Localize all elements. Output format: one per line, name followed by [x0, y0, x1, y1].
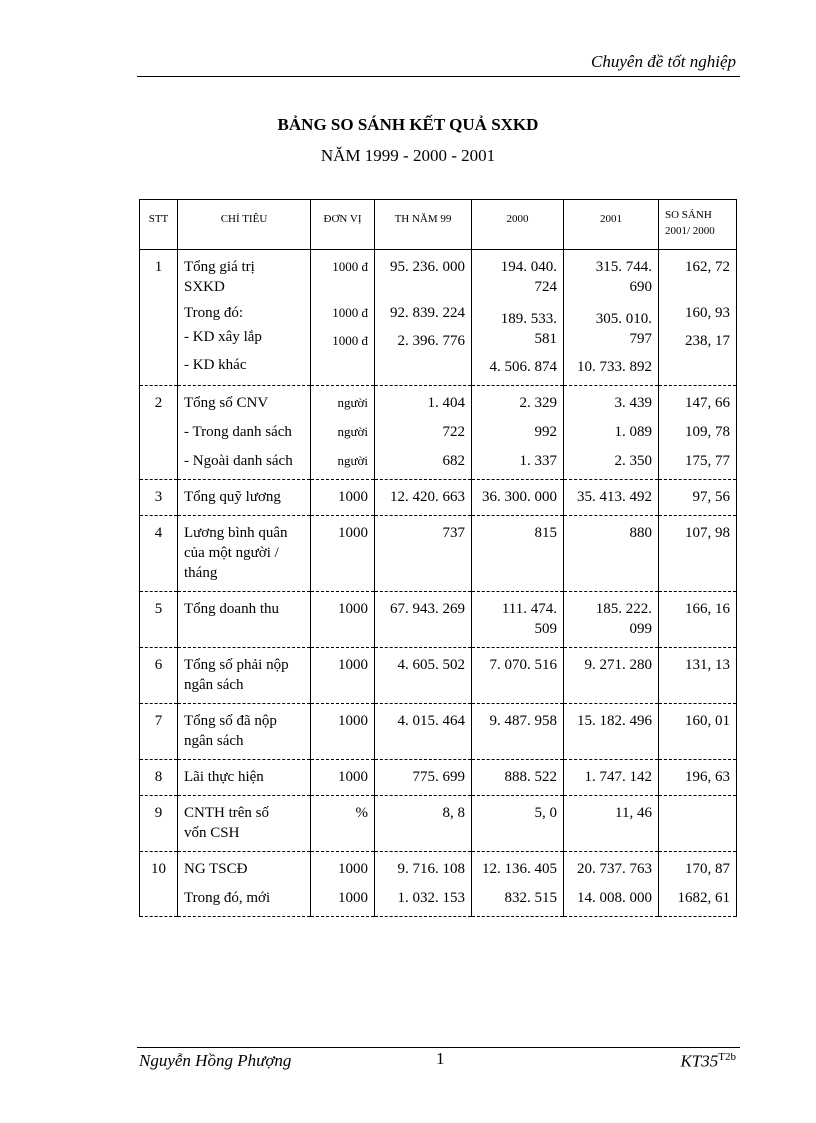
- col-header-2001: 2001: [564, 200, 659, 250]
- compare-value: 160, 93: [685, 305, 730, 321]
- indicator-text: ngân sách: [184, 677, 244, 693]
- row-stt: 2: [154, 395, 163, 411]
- y2001-value: 880: [629, 525, 652, 541]
- footer-rule: [137, 1047, 740, 1048]
- compare-value: 196, 63: [685, 769, 730, 785]
- th99-value: 4. 605. 502: [397, 657, 465, 673]
- footer-author: Nguyễn Hồng Phượng: [139, 1051, 292, 1070]
- y2000-value: 9. 487. 958: [489, 713, 557, 729]
- indicator-text: - KD khác: [184, 357, 247, 373]
- th99-value: 775. 699: [412, 769, 465, 785]
- indicator-text: vốn CSH: [184, 825, 240, 841]
- th99-value: 92. 839. 224: [390, 305, 465, 321]
- th99-value: 1. 032. 153: [397, 890, 465, 906]
- indicator-text: Tổng số đã nộp: [184, 713, 277, 729]
- y2000-value: 815: [534, 525, 557, 541]
- page-title: BẢNG SO SÁNH KẾT QUẢ SXKD: [277, 115, 539, 134]
- compare-value: 97, 56: [692, 489, 730, 505]
- compare-value: 175, 77: [685, 453, 730, 469]
- y2001-value: 3. 439: [614, 395, 652, 411]
- y2001-value: 099: [629, 621, 652, 637]
- unit-value: người: [337, 453, 368, 468]
- y2000-value: 509: [534, 621, 557, 637]
- y2001-value: 1. 089: [614, 424, 652, 440]
- th99-value: 8, 8: [442, 805, 465, 821]
- y2001-value: 690: [629, 279, 652, 295]
- y2001-value: 1. 747. 142: [584, 769, 652, 785]
- footer-page-number: 1: [436, 1049, 445, 1068]
- col-header-unit: ĐƠN VỊ: [311, 200, 375, 250]
- unit-value: người: [337, 424, 368, 439]
- indicator-text: SXKD: [184, 279, 225, 295]
- compare-header-line2: 2001/ 2000: [665, 225, 715, 237]
- y2000-value: 888. 522: [504, 769, 557, 785]
- header-rule: [137, 76, 740, 77]
- indicator-text: của một người /: [184, 545, 279, 561]
- th99-value: 12. 420. 663: [390, 489, 465, 505]
- unit-value: 1000: [338, 525, 368, 541]
- table-row: [140, 704, 737, 760]
- unit-value: 1000: [338, 601, 368, 617]
- y2001-value: 797: [629, 331, 652, 347]
- y2000-value: 194. 040.: [500, 259, 557, 275]
- indicator-text: Trong đó, mới: [184, 890, 271, 906]
- y2001-value: 20. 737. 763: [577, 861, 652, 877]
- col-header-compare: [659, 200, 737, 250]
- class-code-superscript: T2b: [718, 1051, 736, 1063]
- y2001-value: 11, 46: [615, 805, 652, 821]
- row-stt: 3: [154, 489, 163, 505]
- compare-value: 170, 87: [685, 861, 730, 877]
- y2001-value: 9. 271. 280: [584, 657, 652, 673]
- y2000-value: 581: [534, 331, 557, 347]
- table-row: [140, 592, 737, 648]
- unit-value: 1000: [338, 713, 368, 729]
- y2000-value: 189. 533.: [500, 311, 557, 327]
- indicator-text: Tổng quỹ lương: [184, 489, 281, 505]
- indicator-text: - Ngoài danh sách: [184, 453, 293, 469]
- class-code-text: KT35: [680, 1051, 719, 1071]
- header-title: Chuyên đề tốt nghiệp: [591, 52, 736, 71]
- indicator-text: Lương bình quân: [184, 525, 288, 541]
- table-row: [140, 516, 737, 592]
- y2001-value: 185. 222.: [595, 601, 652, 617]
- compare-value: 107, 98: [685, 525, 730, 541]
- unit-value: 1000 đ: [332, 305, 368, 320]
- compare-value: 166, 16: [685, 601, 730, 617]
- indicator-text: Tổng giá trị: [184, 259, 255, 275]
- table-row: [140, 250, 737, 386]
- indicator-text: ngân sách: [184, 733, 244, 749]
- th99-value: 2. 396. 776: [397, 333, 465, 349]
- indicator-text: Tổng doanh thu: [184, 601, 279, 617]
- y2001-value: 315. 744.: [595, 259, 652, 275]
- compare-header-line1: SO SÁNH: [665, 209, 712, 221]
- unit-value: %: [355, 805, 368, 821]
- compare-value: 238, 17: [685, 333, 730, 349]
- th99-value: 95. 236. 000: [390, 259, 465, 275]
- row-stt: 8: [154, 769, 163, 785]
- row-stt: 4: [154, 525, 163, 541]
- row-stt: 5: [154, 601, 163, 617]
- col-header-stt: STT: [140, 200, 178, 250]
- indicator-text: Lãi thực hiện: [184, 769, 264, 785]
- compare-value: 162, 72: [685, 259, 730, 275]
- th99-value: 67. 943. 269: [390, 601, 465, 617]
- y2001-value: 10. 733. 892: [577, 359, 652, 375]
- th99-value: 4. 015. 464: [397, 713, 465, 729]
- compare-value: 109, 78: [685, 424, 730, 440]
- y2000-value: 36. 300. 000: [482, 489, 557, 505]
- col-header-2000: 2000: [472, 200, 564, 250]
- y2001-value: 35. 413. 492: [577, 489, 652, 505]
- row-stt: 10: [151, 861, 166, 877]
- table-row: [140, 760, 737, 796]
- unit-value: 1000: [338, 861, 368, 877]
- row-stt: 9: [154, 805, 163, 821]
- th99-value: 9. 716. 108: [397, 861, 465, 877]
- compare-value: 131, 13: [685, 657, 730, 673]
- col-header-th99: TH NĂM 99: [375, 200, 472, 250]
- y2001-value: 14. 008. 000: [577, 890, 652, 906]
- unit-value: 1000 đ: [332, 333, 368, 348]
- table-row: [140, 852, 737, 917]
- page-subtitle: NĂM 1999 - 2000 - 2001: [320, 146, 496, 165]
- y2000-value: 1. 337: [519, 453, 557, 469]
- table-row: [140, 480, 737, 516]
- y2000-value: 4. 506. 874: [489, 359, 557, 375]
- unit-value: 1000: [338, 890, 368, 906]
- table-row: [140, 386, 737, 480]
- th99-value: 722: [442, 424, 465, 440]
- th99-value: 682: [442, 453, 465, 469]
- indicator-text: CNTH trên số: [184, 805, 269, 821]
- row-stt: 6: [154, 657, 163, 673]
- indicator-text: Tổng số phải nộp: [184, 657, 289, 673]
- indicator-text: tháng: [184, 565, 218, 581]
- th99-value: 737: [442, 525, 465, 541]
- y2001-value: 2. 350: [614, 453, 652, 469]
- compare-value: 1682, 61: [677, 890, 730, 906]
- y2000-value: 7. 070. 516: [489, 657, 557, 673]
- y2000-value: 2. 329: [519, 395, 557, 411]
- y2001-value: 305. 010.: [595, 311, 652, 327]
- indicator-text: Tổng số CNV: [184, 395, 269, 411]
- col-header-indicator: CHỈ TIÊU: [178, 200, 311, 250]
- unit-value: người: [337, 395, 368, 410]
- compare-value: 160, 01: [685, 713, 730, 729]
- indicator-text: NG TSCĐ: [184, 861, 248, 877]
- indicator-text: Trong đó:: [184, 305, 244, 321]
- comparison-table: [139, 199, 737, 917]
- unit-value: 1000: [338, 769, 368, 785]
- y2000-value: 12. 136. 405: [482, 861, 557, 877]
- th99-value: 1. 404: [427, 395, 465, 411]
- compare-value: 147, 66: [685, 395, 730, 411]
- y2000-value: 992: [534, 424, 557, 440]
- table-row: [140, 648, 737, 704]
- unit-value: 1000: [338, 489, 368, 505]
- y2000-value: 111. 474.: [501, 601, 557, 617]
- unit-value: 1000 đ: [332, 259, 368, 274]
- indicator-text: - KD xây lắp: [184, 329, 262, 345]
- indicator-text: - Trong danh sách: [184, 424, 292, 440]
- y2000-value: 832. 515: [504, 890, 557, 906]
- table-row: [140, 796, 737, 852]
- y2001-value: 15. 182. 496: [577, 713, 652, 729]
- table-header-row: [140, 200, 737, 250]
- row-stt: 1: [154, 259, 163, 275]
- footer-class-code: [680, 1051, 736, 1072]
- y2000-value: 724: [534, 279, 557, 295]
- row-stt: 7: [154, 713, 163, 729]
- y2000-value: 5, 0: [534, 805, 557, 821]
- unit-value: 1000: [338, 657, 368, 673]
